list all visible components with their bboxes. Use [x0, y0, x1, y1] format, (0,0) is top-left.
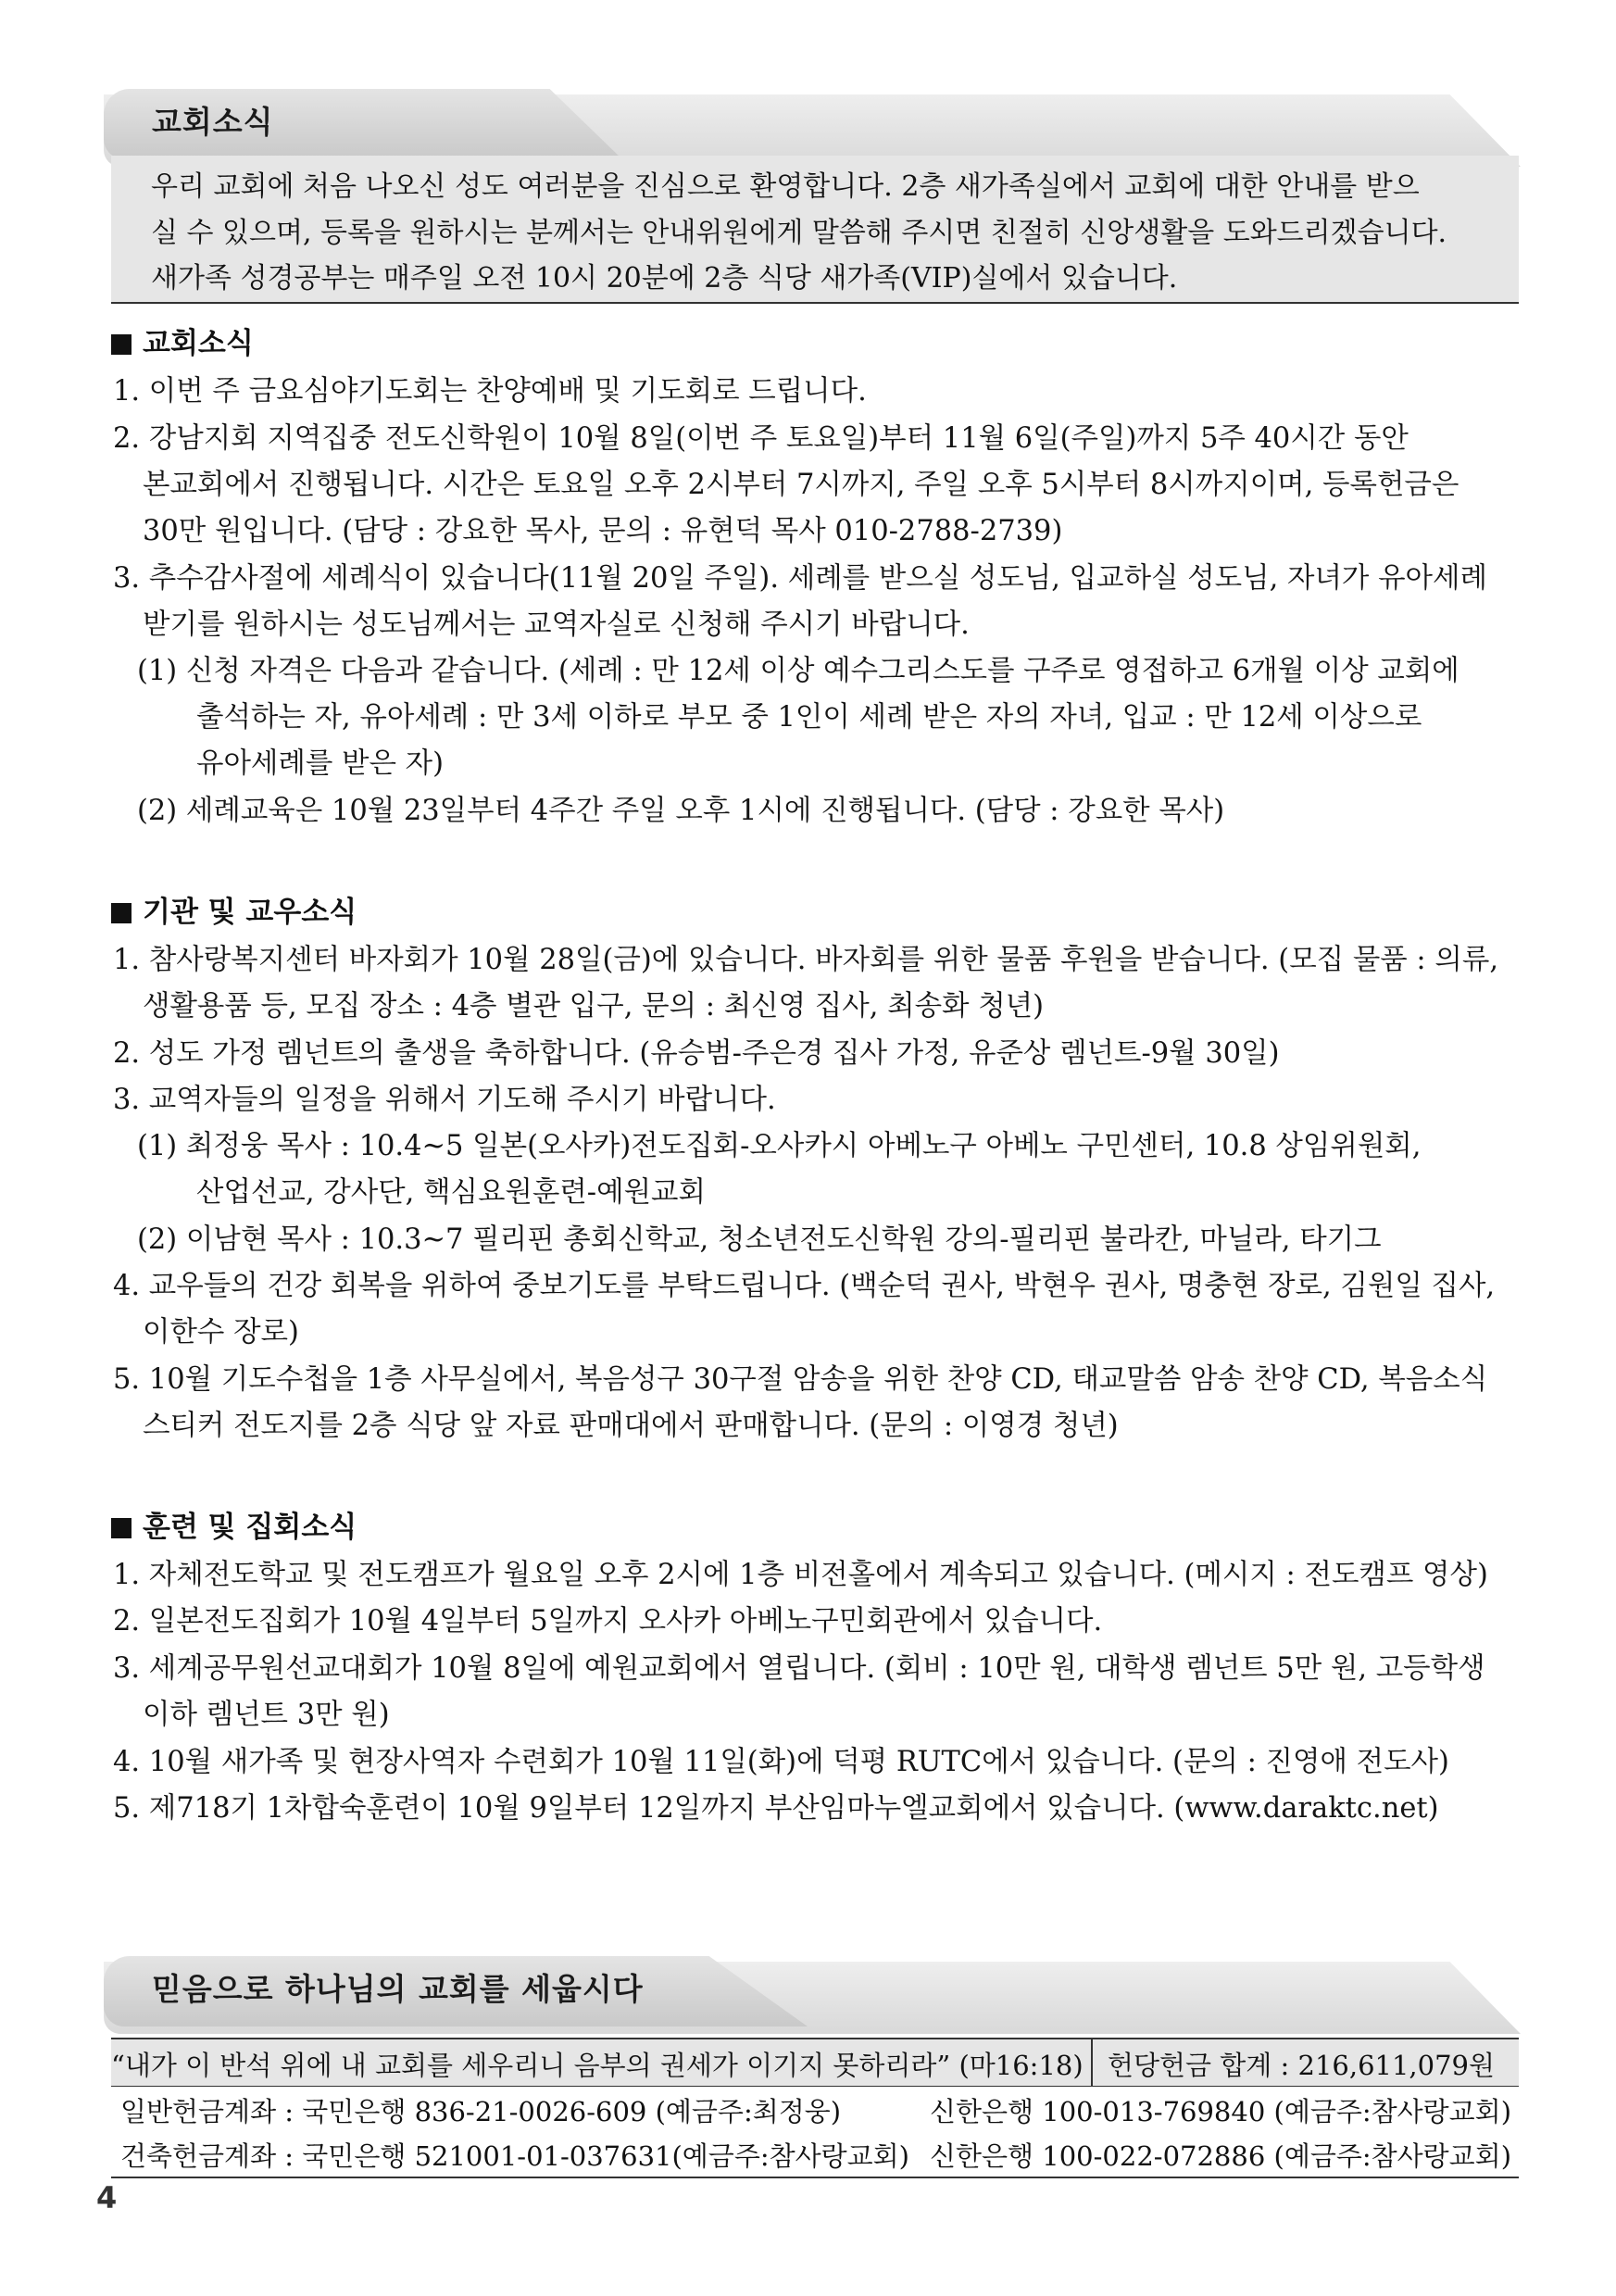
- page-number: 4: [96, 2180, 118, 2215]
- list-item-continued: 스티커 전도지를 2층 식당 앞 자료 판매대에서 판매합니다. (문의 : 이영경 청년): [143, 1410, 1119, 1442]
- list-item: 4. 교우들의 건강 회복을 위하여 중보기도를 부탁드립니다. (백순덕 권사, 박현우 권사, 명충현 장로, 김원일 집사,: [113, 1270, 1496, 1302]
- table-bottom-rule: [111, 2177, 1519, 2178]
- section-heading-member-news: 기관 및 교우소식: [111, 888, 357, 930]
- sub-list-item-continued: 산업선교, 강사단, 핵심요원훈련-예원교회: [196, 1176, 706, 1209]
- list-item: 2. 일본전도집회가 10월 4일부터 5일까지 오사카 아베노구민회관에서 있습니다.: [113, 1605, 1103, 1637]
- sub-list-item: (2) 세례교육은 10월 23일부터 4주간 주일 오후 1시에 진행됩니다. (담당 : 강요한 목사): [137, 795, 1225, 827]
- list-item-continued: 30만 원입니다. (담당 : 강요한 목사, 문의 : 유현덕 목사 010-2788-2739): [143, 515, 1063, 547]
- square-bullet-icon: [111, 903, 132, 923]
- list-item: 2. 강남지회 지역집중 전도신학원이 10월 8일(이번 주 토요일)부터 11월 6일(주일)까지 5주 40시간 동안: [113, 422, 1409, 455]
- list-item-continued: 이하 렘넌트 3만 원): [143, 1699, 390, 1731]
- list-item: 3. 세계공무원선교대회가 10월 8일에 예원교회에서 열립니다. (회비 : 10만 원, 대학생 렘넌트 5만 원, 고등학생: [113, 1652, 1485, 1685]
- list-item-continued: 생활용품 등, 모집 장소 : 4층 별관 입구, 문의 : 최신영 집사, 최송화 청년): [143, 990, 1045, 1023]
- welcome-box: [111, 156, 1519, 304]
- list-item: 5. 10월 기도수첩을 1층 사무실에서, 복음성구 30구절 암송을 위한 찬양 CD, 태교말씀 암송 찬양 CD, 복음소식: [113, 1363, 1488, 1396]
- offering-total: 헌당헌금 합계 : 216,611,079원: [1108, 2050, 1496, 2081]
- square-bullet-icon: [111, 334, 132, 355]
- sub-list-item-continued: 유아세례를 받은 자): [196, 747, 444, 780]
- list-item: 3. 추수감사절에 세례식이 있습니다(11월 20일 주일). 세례를 받으실 성도님, 입교하실 성도님, 자녀가 유아세례: [113, 562, 1487, 595]
- welcome-line: 우리 교회에 처음 나오신 성도 여러분을 진심으로 환영합니다. 2층 새가족실에서 교회에 대한 안내를 받으: [151, 170, 1420, 203]
- sub-list-item: (1) 신청 자격은 다음과 같습니다. (세례 : 만 12세 이상 예수그리스도를 구주로 영접하고 6개월 이상 교회에: [137, 655, 1459, 687]
- list-item-continued: 이한수 장로): [143, 1316, 299, 1349]
- page-title: 교회소식: [152, 104, 274, 140]
- sub-list-item: (1) 최정웅 목사 : 10.4~5 일본(오사카)전도집회-오사카시 아베노구 아베노 구민센터, 10.8 상임위원회,: [137, 1130, 1422, 1162]
- list-item: 1. 이번 주 금요심야기도회는 찬양예배 및 기도회로 드립니다.: [113, 375, 867, 408]
- footer-banner: [104, 1956, 1521, 2034]
- list-item: 1. 참사랑복지센터 바자회가 10월 28일(금)에 있습니다. 바자회를 위한 물품 후원을 받습니다. (모집 물품 : 의류,: [113, 944, 1499, 976]
- list-item: 2. 성도 가정 렘넌트의 출생을 축하합니다. (유승범-주은경 집사 가정, 유준상 렘넌트-9월 30일): [113, 1037, 1280, 1070]
- building-account-secondary: 신한은행 100-022-072886 (예금주:참사랑교회): [930, 2140, 1512, 2172]
- section-heading-church-news: 교회소식: [111, 320, 254, 361]
- square-bullet-icon: [111, 1518, 132, 1538]
- section-heading-training-news: 훈련 및 집회소식: [111, 1503, 357, 1545]
- welcome-line: 실 수 있으며, 등록을 원하시는 분께서는 안내위원에게 말씀해 주시면 친절히 신앙생활을 도와드리겠습니다.: [151, 217, 1447, 249]
- sub-list-item: (2) 이남현 목사 : 10.3~7 필리핀 총회신학교, 청소년전도신학원 강의-필리핀 불라칸, 마닐라, 타기그: [137, 1223, 1382, 1256]
- footer-title: 믿음으로 하나님의 교회를 세웁시다: [152, 1971, 644, 2007]
- offering-header-row: [111, 2038, 1519, 2087]
- column-divider: [1091, 2039, 1093, 2086]
- list-item: 1. 자체전도학교 및 전도캠프가 월요일 오후 2시에 1층 비전홀에서 계속되고 있습니다. (메시지 : 전도캠프 영상): [113, 1559, 1488, 1591]
- building-account-label: 건축헌금계좌 : 국민은행 521001-01-037631(예금주:참사랑교회): [120, 2140, 909, 2172]
- list-item-continued: 본교회에서 진행됩니다. 시간은 토요일 오후 2시부터 7시까지, 주일 오후 5시부터 8시까지이며, 등록헌금은: [143, 469, 1459, 501]
- list-item: 5. 제718기 1차합숙훈련이 10월 9일부터 12일까지 부산임마누엘교회에서 있습니다. (www.daraktc.net): [113, 1792, 1439, 1825]
- list-item: 4. 10월 새가족 및 현장사역자 수련회가 10월 11일(화)에 덕평 RUTC에서 있습니다. (문의 : 진영애 전도사): [113, 1746, 1449, 1778]
- bible-verse: “내가 이 반석 위에 내 교회를 세우리니 음부의 권세가 이기지 못하리라” (마16:18): [111, 2050, 1084, 2081]
- welcome-line: 새가족 성경공부는 매주일 오전 10시 20분에 2층 식당 새가족(VIP)실에서 있습니다.: [151, 262, 1178, 295]
- general-account-label: 일반헌금계좌 : 국민은행 836-21-0026-609 (예금주:최정웅): [120, 2096, 842, 2127]
- sub-list-item-continued: 출석하는 자, 유아세례 : 만 3세 이하로 부모 중 1인이 세례 받은 자의 자녀, 입교 : 만 12세 이상으로: [196, 701, 1422, 734]
- general-account-secondary: 신한은행 100-013-769840 (예금주:참사랑교회): [930, 2096, 1512, 2127]
- list-item: 3. 교역자들의 일정을 위해서 기도해 주시기 바랍니다.: [113, 1084, 776, 1116]
- list-item-continued: 받기를 원하시는 성도님께서는 교역자실로 신청해 주시기 바랍니다.: [143, 609, 970, 641]
